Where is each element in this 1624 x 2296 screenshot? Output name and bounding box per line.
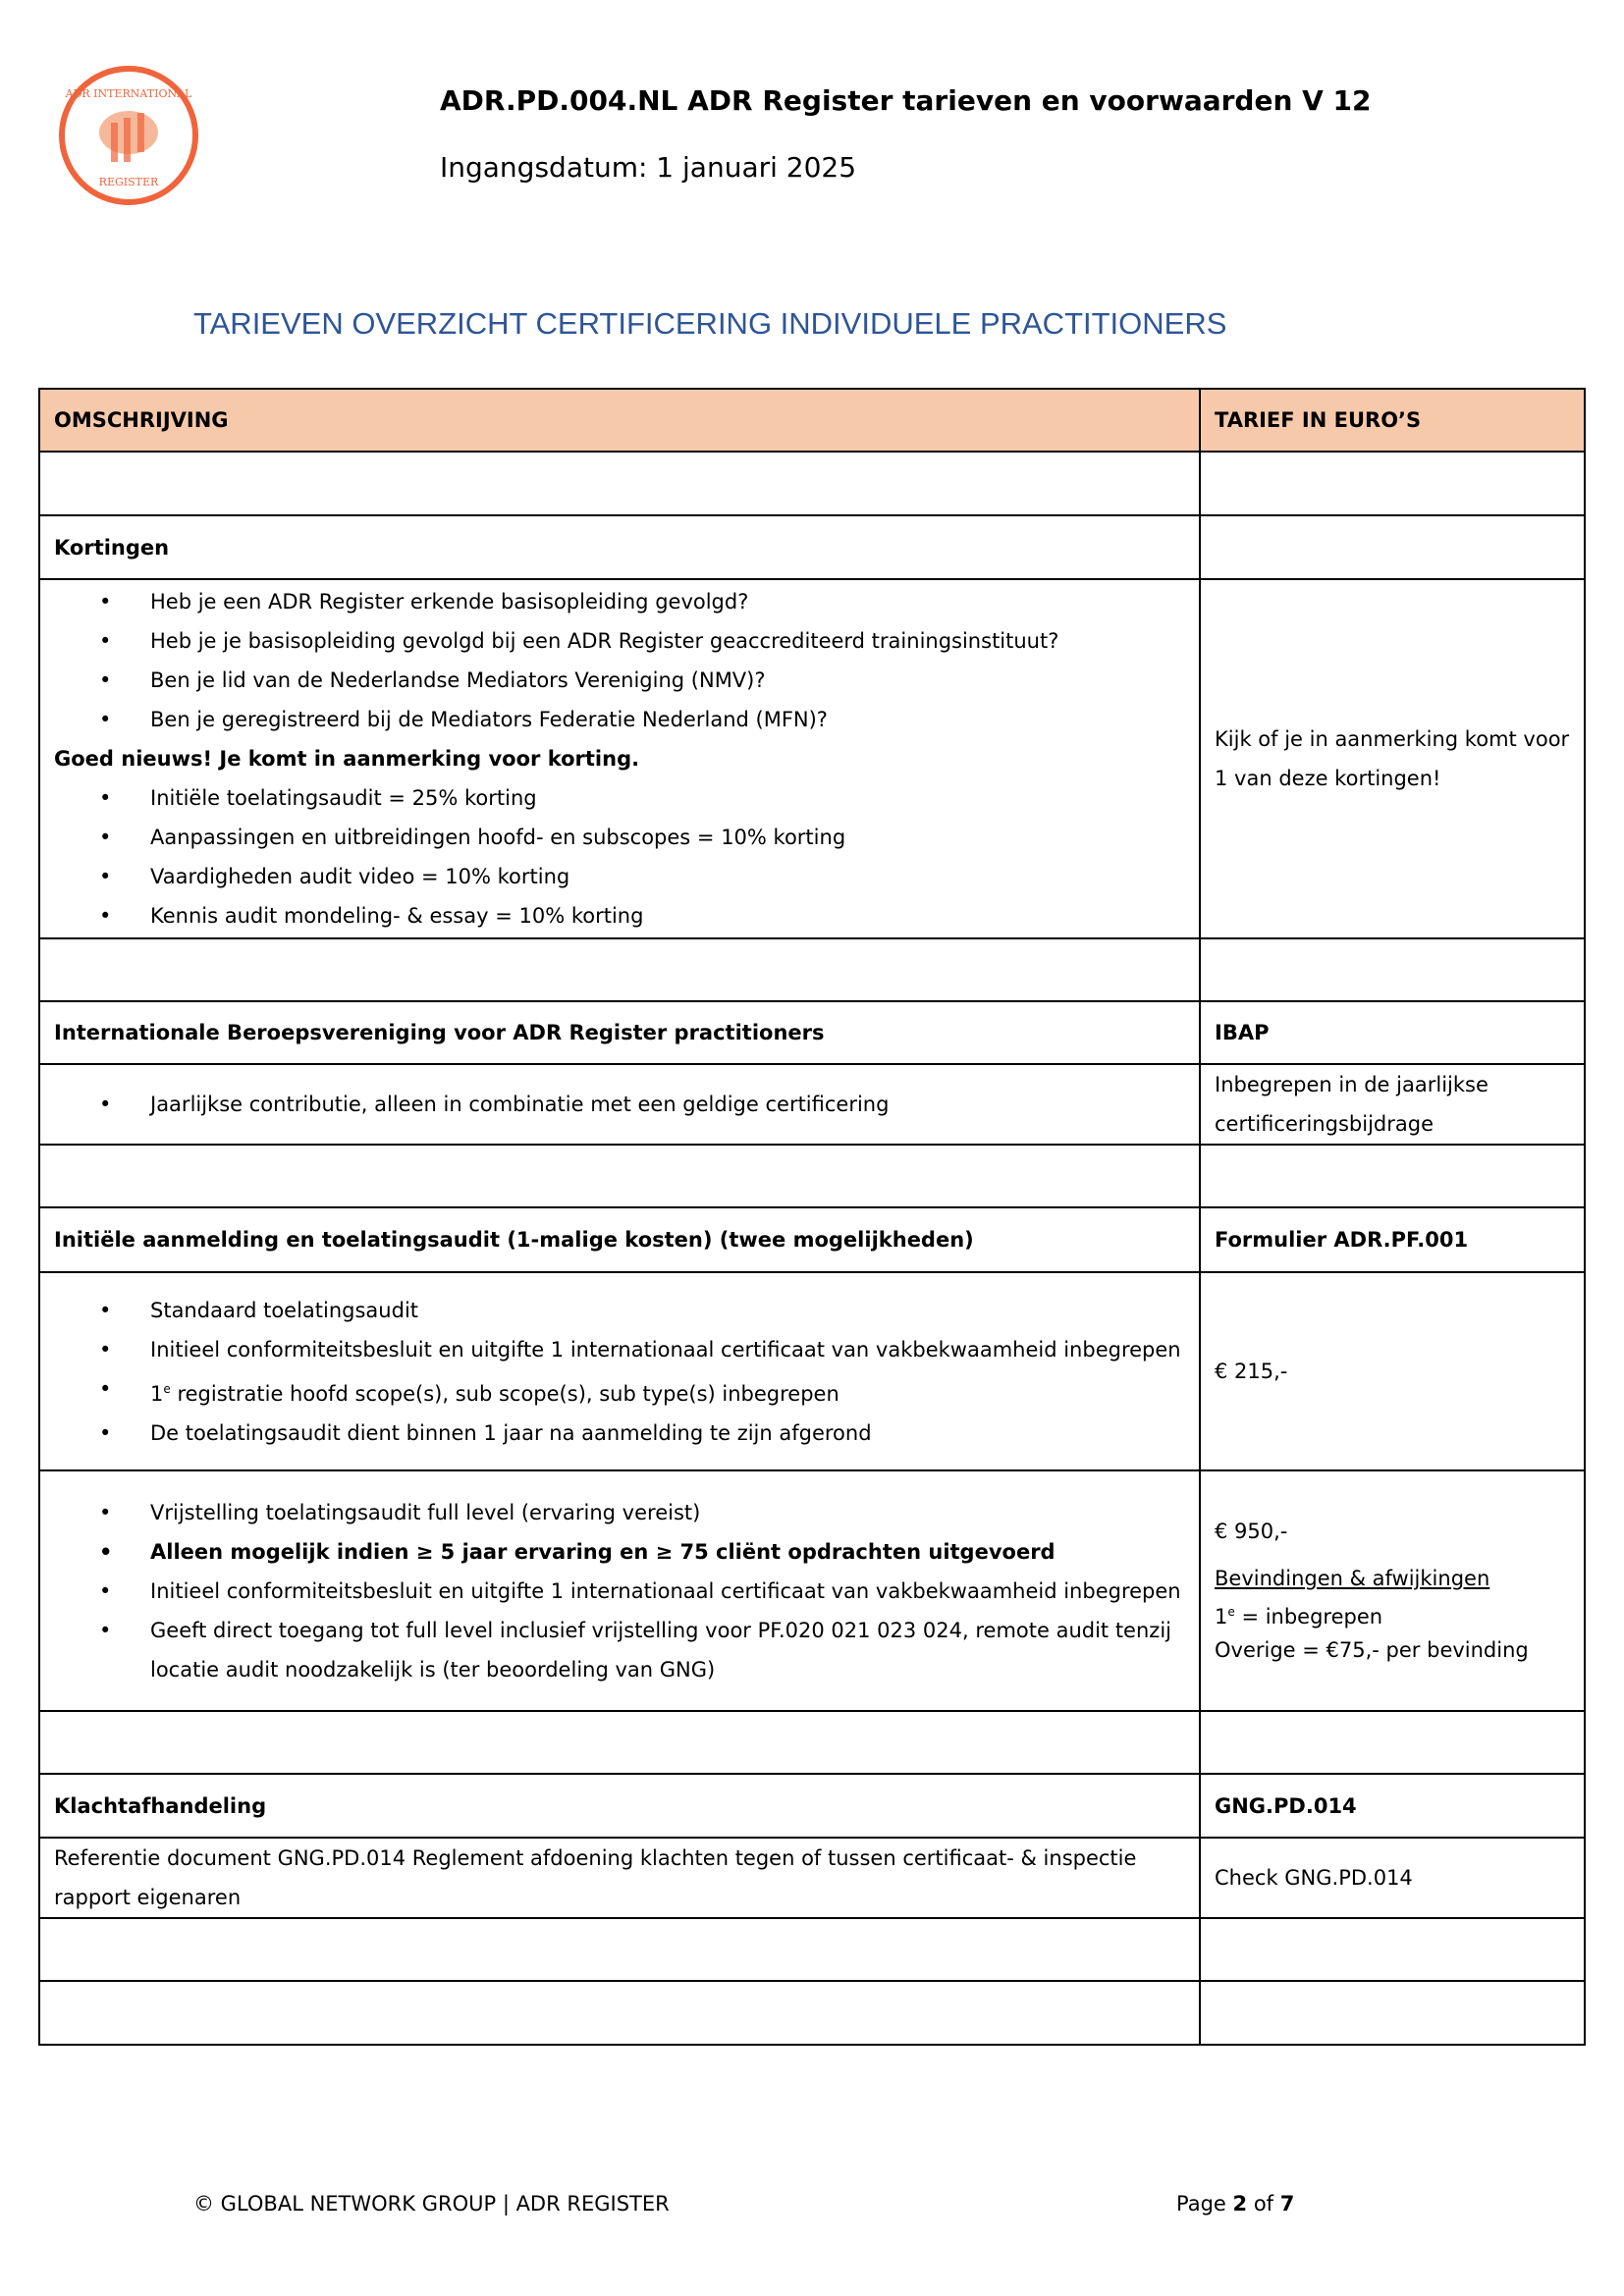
ordinal-sup: e xyxy=(1227,1605,1235,1619)
ibap-tariff: Inbegrepen in de jaarlijkse certificeringsbijdrage xyxy=(1200,1064,1585,1145)
table-row xyxy=(39,1470,1585,1711)
empty-row xyxy=(39,1981,1585,2045)
good-news: Goed nieuws! Je komt in aanmerking voor korting. xyxy=(54,747,640,771)
page-number xyxy=(1176,2192,1294,2216)
ibap-title: Internationale Beroepsvereniging voor ADR Register practitioners xyxy=(39,1001,1200,1064)
table-row xyxy=(39,515,1585,579)
table-row xyxy=(39,1838,1585,1918)
col-header-description: OMSCHRIJVING xyxy=(39,389,1200,452)
empty-row xyxy=(39,938,1585,1001)
of-label: of xyxy=(1247,2192,1280,2216)
exemption-price: € 950,- xyxy=(1215,1520,1288,1543)
table-header-row xyxy=(39,389,1585,452)
svg-text:ADR INTERNATIONAL: ADR INTERNATIONAL xyxy=(65,87,192,100)
list-item: • Initieel conformiteitsbesluit en uitgifte 1 internationaal certificaat van vakbekwaamheid inbegrepen xyxy=(150,1572,1185,1611)
list-item: • Initiële toelatingsaudit = 25% korting xyxy=(150,778,1185,818)
init-code: Formulier ADR.PF.001 xyxy=(1200,1207,1585,1272)
list-item: • Heb je een ADR Register erkende basisopleiding gevolgd? xyxy=(150,582,1185,621)
empty-row xyxy=(39,1711,1585,1774)
kortingen-tariff: Kijk of je in aanmerking komt voor 1 van deze kortingen! xyxy=(1200,579,1585,938)
list-item: • Ben je geregistreerd bij de Mediators Federatie Nederland (MFN)? xyxy=(150,700,1185,739)
ibap-code: IBAP xyxy=(1200,1001,1585,1064)
table-row xyxy=(39,1207,1585,1272)
list-item: • Initieel conformiteitsbesluit en uitgifte 1 internationaal certificaat van vakbekwaamheid inbegrepen xyxy=(150,1330,1185,1369)
svg-text:REGISTER: REGISTER xyxy=(98,176,159,188)
ordinal: 1 xyxy=(150,1381,164,1406)
findings-first-text: = inbegrepen xyxy=(1234,1605,1383,1629)
list-item: • Vaardigheden audit video = 10% korting xyxy=(150,857,1185,896)
klacht-tariff: Check GNG.PD.014 xyxy=(1200,1838,1585,1918)
kortingen-title: Kortingen xyxy=(39,515,1200,579)
list-item xyxy=(150,1369,1185,1414)
ordinal-sup: e xyxy=(163,1381,171,1396)
col-header-tariff: TARIEF IN EURO’S xyxy=(1200,389,1585,452)
page-label: Page xyxy=(1176,2192,1233,2216)
list-item: • Vrijstelling toelatingsaudit full level (ervaring vereist) xyxy=(150,1493,1185,1532)
init-title: Initiële aanmelding en toelatingsaudit (1-malige kosten) (twee mogelijkheden) xyxy=(39,1207,1200,1272)
list-item: • Geeft direct toegang tot full level inclusief vrijstelling voor PF.020 021 023 024, remote audit tenzij locatie audit noodzakelijk is (ter beoordeling van GNG) xyxy=(150,1611,1185,1689)
item-text: registratie hoofd scope(s), sub scope(s), sub type(s) inbegrepen xyxy=(177,1381,839,1406)
list-item: • Heb je je basisopleiding gevolgd bij een ADR Register geaccrediteerd trainingsinstituut? xyxy=(150,621,1185,661)
table-row xyxy=(39,1272,1585,1470)
footer-copyright: © GLOBAL NETWORK GROUP | ADR REGISTER xyxy=(193,2192,670,2216)
empty-row xyxy=(39,1918,1585,1981)
findings-other: Overige = €75,- per bevinding xyxy=(1215,1638,1529,1662)
table-row xyxy=(39,1064,1585,1145)
list-item: • Standaard toelatingsaudit xyxy=(150,1291,1185,1330)
adr-register-logo xyxy=(57,64,200,207)
list-item: • Jaarlijkse contributie, alleen in combinatie met een geldige certificering xyxy=(150,1085,1185,1124)
table-row xyxy=(39,579,1585,938)
list-item: • De toelatingsaudit dient binnen 1 jaar na aanmelding te zijn afgerond xyxy=(150,1414,1185,1453)
effective-date: Ingangsdatum: 1 januari 2025 xyxy=(440,151,857,184)
list-item: • Kennis audit mondeling- & essay = 10% korting xyxy=(150,896,1185,935)
empty-row xyxy=(39,452,1585,515)
list-item: • Aanpassingen en uitbreidingen hoofd- en subscopes = 10% korting xyxy=(150,818,1185,857)
klacht-code: GNG.PD.014 xyxy=(1200,1774,1585,1838)
document-title: ADR.PD.004.NL ADR Register tarieven en voorwaarden V 12 xyxy=(440,84,1372,117)
table-row xyxy=(39,1001,1585,1064)
list-item: • Alleen mogelijk indien ≥ 5 jaar ervaring en ≥ 75 cliënt opdrachten uitgevoerd xyxy=(150,1532,1185,1572)
klacht-text: Referentie document GNG.PD.014 Reglement afdoening klachten tegen of tussen certificaat- & inspectie rapport eigenaren xyxy=(39,1838,1200,1918)
standard-price: € 215,- xyxy=(1200,1272,1585,1470)
current-page: 2 xyxy=(1232,2192,1248,2216)
tariff-table xyxy=(38,388,1586,2046)
list-item: • Ben je lid van de Nederlandse Mediators Vereniging (NMV)? xyxy=(150,661,1185,700)
table-row xyxy=(39,1774,1585,1838)
empty-row xyxy=(39,1145,1585,1207)
findings-label: Bevindingen & afwijkingen xyxy=(1215,1567,1490,1590)
ordinal: 1 xyxy=(1215,1605,1228,1629)
kortingen-details xyxy=(39,579,1200,938)
section-heading: TARIEVEN OVERZICHT CERTIFICERING INDIVIDUELE PRACTITIONERS xyxy=(193,306,1227,341)
findings-first xyxy=(1215,1595,1570,1633)
klacht-title: Klachtafhandeling xyxy=(39,1774,1200,1838)
total-pages: 7 xyxy=(1279,2192,1295,2216)
